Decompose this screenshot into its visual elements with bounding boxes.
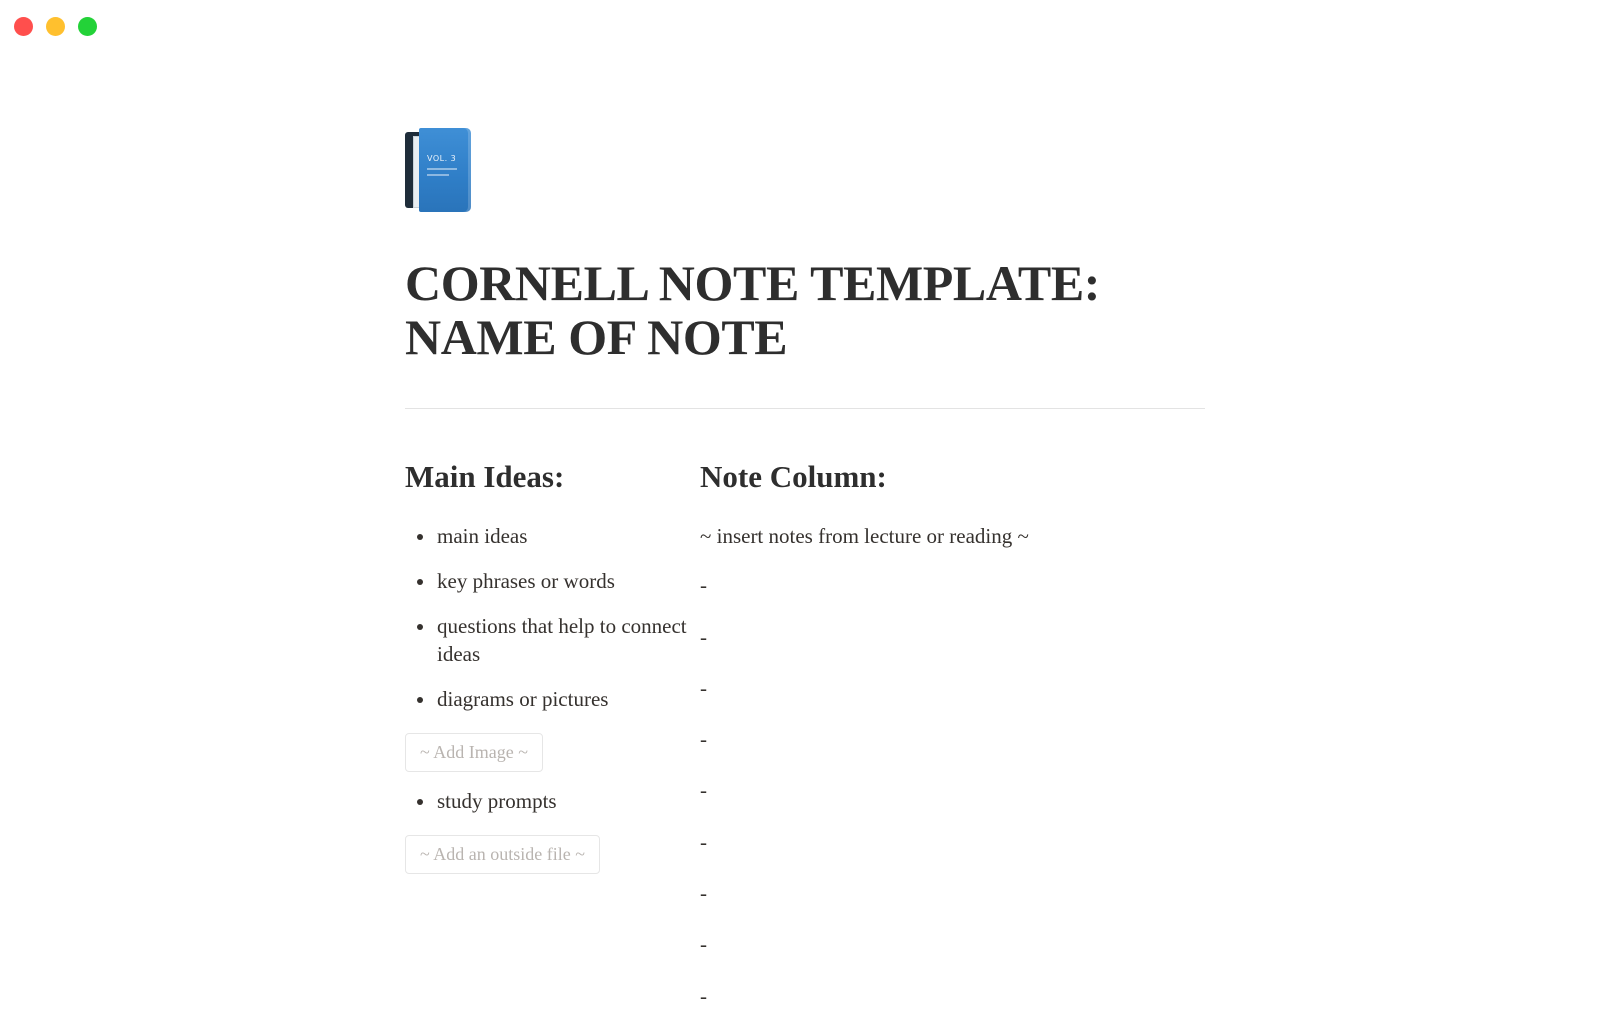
- list-item[interactable]: main ideas: [405, 523, 700, 551]
- main-ideas-column: [405, 459, 700, 890]
- cornell-columns: [405, 459, 1205, 1034]
- note-line[interactable]: -: [700, 573, 707, 598]
- blue-book-icon[interactable]: [405, 128, 477, 212]
- note-line[interactable]: -: [700, 932, 707, 957]
- page-title[interactable]: CORNELL NOTE TEMPLATE: NAME OF NOTE: [405, 255, 1101, 365]
- window-title-bar: [0, 0, 1600, 54]
- maximize-window-button[interactable]: [78, 17, 97, 36]
- add-outside-file-button[interactable]: ~ Add an outside file ~: [405, 835, 600, 874]
- list-item[interactable]: study prompts: [405, 788, 700, 816]
- note-line[interactable]: -: [700, 727, 707, 752]
- note-line[interactable]: -: [700, 983, 707, 1008]
- add-image-button[interactable]: ~ Add Image ~: [405, 733, 543, 772]
- minimize-window-button[interactable]: [46, 17, 65, 36]
- note-line[interactable]: -: [700, 881, 707, 906]
- note-line[interactable]: -: [700, 778, 707, 803]
- close-window-button[interactable]: [14, 17, 33, 36]
- note-column-intro[interactable]: ~ insert notes from lecture or reading ~: [700, 524, 1029, 548]
- note-column: [700, 459, 1205, 1034]
- list-item[interactable]: questions that help to connect ideas: [405, 613, 700, 669]
- main-ideas-list: [405, 523, 700, 714]
- title-divider: [405, 408, 1205, 409]
- book-cover-line-1: [427, 168, 457, 170]
- note-line[interactable]: -: [700, 675, 707, 700]
- main-ideas-heading[interactable]: Main Ideas:: [405, 459, 565, 494]
- list-item[interactable]: diagrams or pictures: [405, 686, 700, 714]
- document-content: [405, 128, 1205, 1034]
- book-cover-label: VOL. 3: [427, 154, 457, 163]
- main-ideas-list-continued: [405, 788, 700, 816]
- book-cover-line-2: [427, 174, 449, 176]
- note-line[interactable]: -: [700, 829, 707, 854]
- traffic-light-controls: [14, 17, 97, 36]
- book-cover: [419, 128, 471, 212]
- note-line[interactable]: -: [700, 624, 707, 649]
- note-column-heading[interactable]: Note Column:: [700, 459, 887, 494]
- list-item[interactable]: key phrases or words: [405, 568, 700, 596]
